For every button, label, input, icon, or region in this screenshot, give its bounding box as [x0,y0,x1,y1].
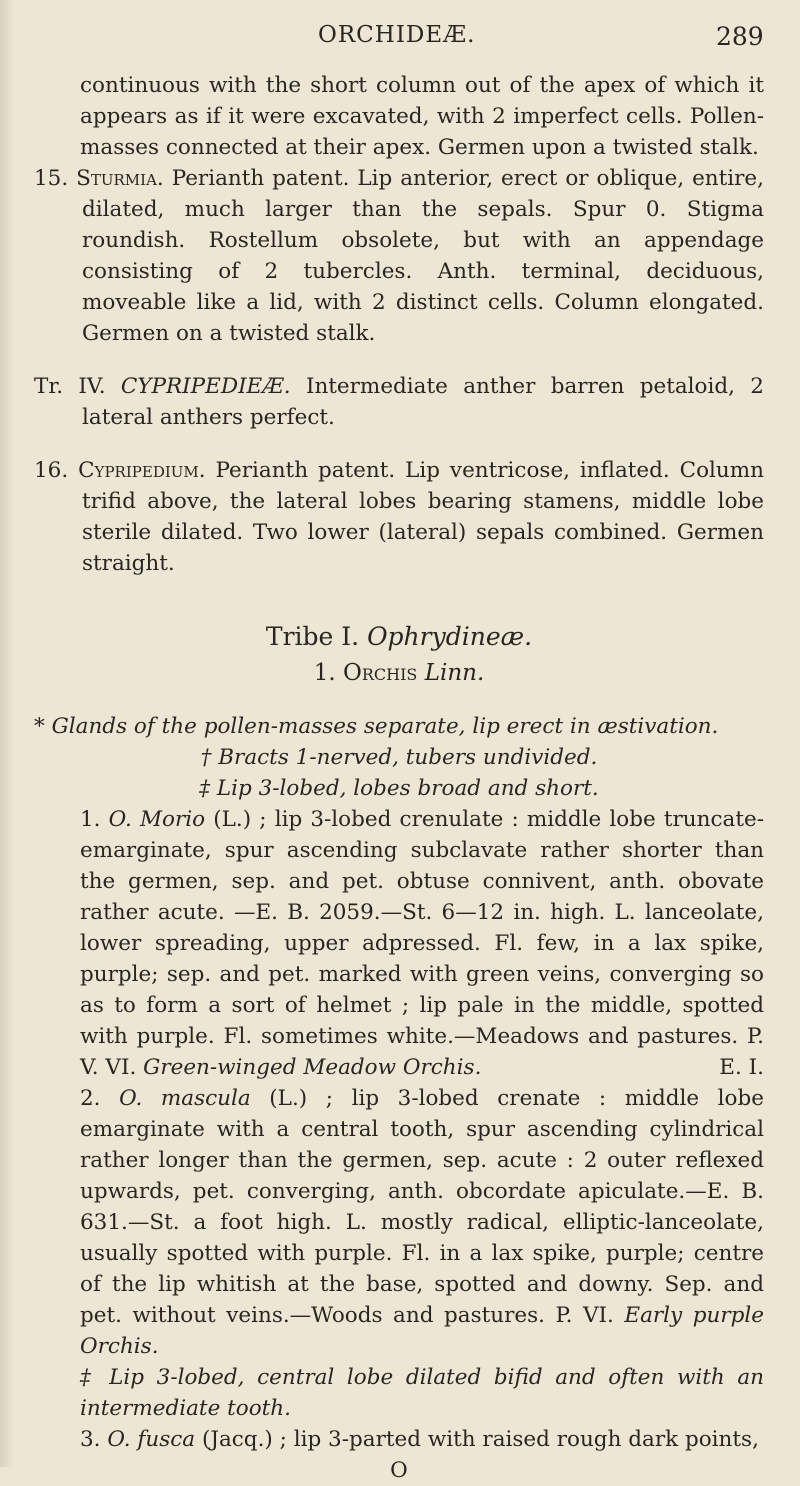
paragraph-continuation: continuous with the short column out of the apex of which it appears as if it were excavated, with 2 imperfect cells. Pollen-masses connected at their apex. Germen upon a twisted stalk. [80,73,764,160]
species-name: O. fusca [107,1427,196,1452]
running-title: ORCHIDEÆ. [318,22,476,48]
species-name: O. Morio [108,807,206,832]
species-name: O. mascula [119,1086,251,1111]
genus-heading: 1. Orchis Linn. [313,660,485,686]
tribe-entry-cypripedieae: Tr. IV. CYPRIPEDIEÆ. Intermediate anther barren petaloid, 2 lateral anthers perfect. [34,374,764,430]
key-bracts: † Bracts 1-nerved, tubers undivided. [200,745,598,770]
genus-name: Cypripedium. [78,458,206,483]
tribe-heading: Tribe I. Ophrydineæ. [265,622,533,651]
region-code: E. I. [719,1055,764,1080]
page-header [0,22,800,62]
body-text [34,70,764,1486]
genus-name: Sturmia. [76,166,164,191]
key-lip-dilated: ‡ Lip 3-lobed, central lobe dilated bifid and often with an intermediate tooth. [80,1365,764,1421]
page-number: 289 [716,22,764,51]
tribe-name: CYPRIPEDIEÆ. [120,374,291,399]
signature-mark: O [390,1458,408,1483]
species-entry-morio: 1. O. Morio (L.) ; lip 3-lobed crenulate : middle lobe truncate-emarginate, spur ascending subclavate rather shorter than the germen, sep. and pet. obtuse connivent, anth. obovate rather acute. —E. B. 2059.—St. 6—12 in. high. L. lanceolate, lower spreading, upper adpressed. Fl. few, in a lax spike, purple; sep. and pet. marked with green veins, converging so as to form a sort of helmet ; lip pale in the middle, spotted with purple. Fl. sometimes white.—Meadows and pastures. P. V. VI. Green-winged Meadow Orchis. E. I. [34,804,764,1083]
genus-entry-cypripedium: 16. Cypripedium. Perianth patent. Lip ventricose, inflated. Column trifid above, the lateral lobes bearing stamens, middle lobe sterile dilated. Two lower (lateral) sepals combined. Germen straight. [34,458,764,576]
page-edge-shadow [0,0,14,1467]
genus-entry-sturmia: 15. Sturmia. Perianth patent. Lip anterior, erect or oblique, entire, dilated, much larger than the sepals. Spur 0. Stigma roundish. Rostellum obsolete, but with an appendage consisting of 2 tubercles. Anth. terminal, deciduous, moveable like a lid, with 2 distinct cells. Column elongated. Germen on a twisted stalk. [34,166,764,346]
common-name: Early purple Orchis. [80,1303,764,1359]
species-entry-mascula: 2. O. mascula (L.) ; lip 3-lobed crenate : middle lobe emarginate with a central tooth, spur ascending cylindrical rather longer than the germen, sep. acute : 2 outer reflexed upwards, pet. converging, anth. obcordate apiculate.—E. B. 631.—St. a foot high. L. mostly radical, elliptic-lanceolate, usually spotted with purple. Fl. in a lax spike, purple; centre of the lip whitish at the base, spotted and downy. Sep. and pet. without veins.—Woods and pastures. P. VI. Early purple Orchis. [80,1086,764,1359]
common-name: Green-winged Meadow Orchis. [143,1055,482,1080]
species-entry-fusca: 3. O. fusca (Jacq.) ; lip 3-parted with raised rough dark points, [80,1427,759,1452]
key-lip: ‡ Lip 3-lobed, lobes broad and short. [199,776,599,801]
key-glands: * Glands of the pollen-masses separate, lip erect in æstivation. [34,714,719,739]
